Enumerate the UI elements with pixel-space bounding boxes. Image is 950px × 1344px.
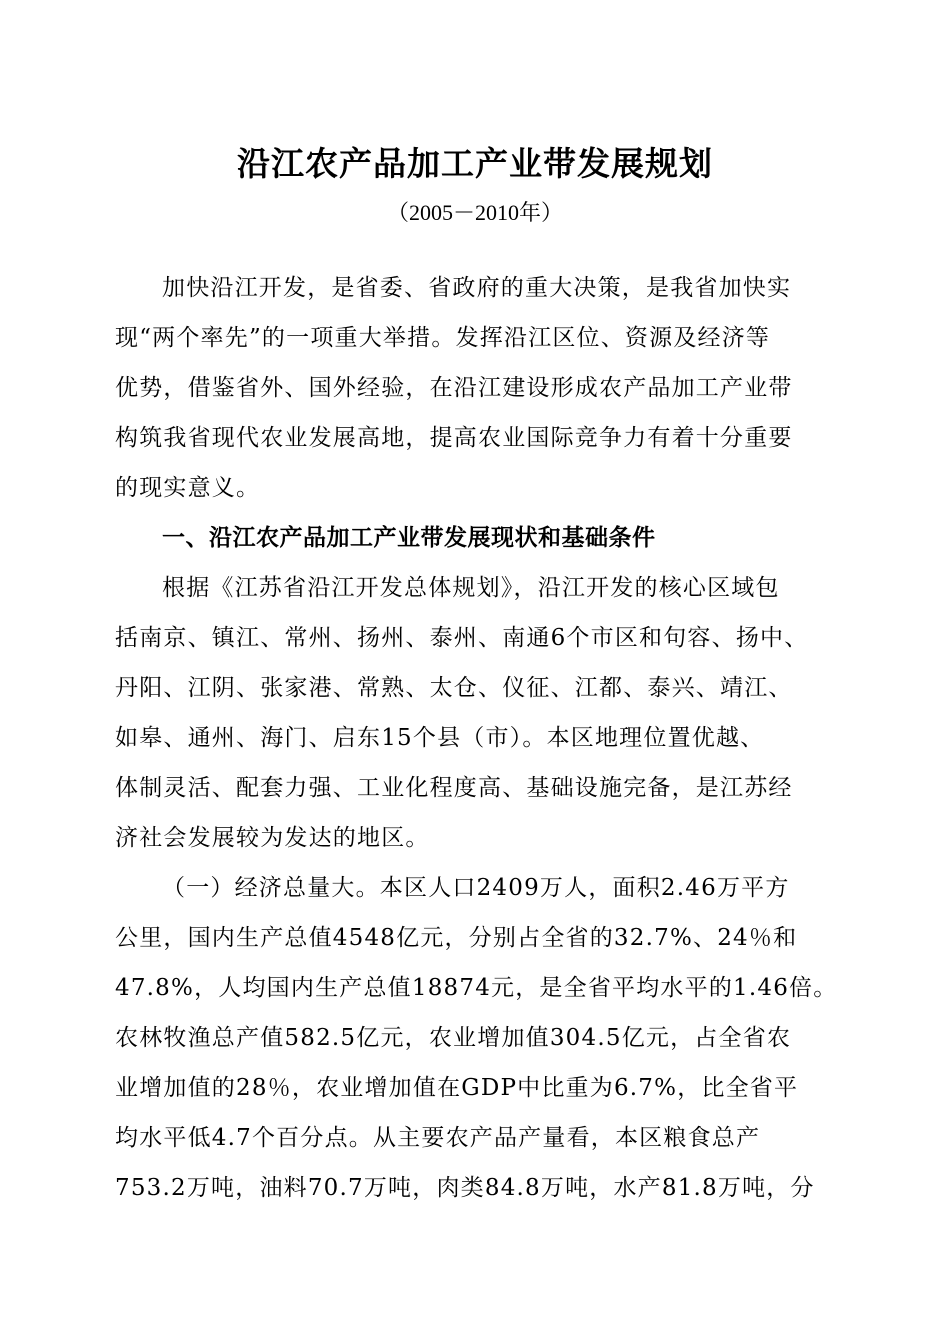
paragraph-line: 丹阳、江阴、张家港、常熟、太仓、仪征、江都、泰兴、靖江、 [115,675,793,701]
paragraph-line: 如皋、通州、海门、启东15个县（市）。本区地理位置优越、 [115,725,765,751]
paragraph-line: 公里，国内生产总值4548亿元，分别占全省的32.7%、24％和 [115,925,798,951]
paragraph-line: 构筑我省现代农业发展高地，提高农业国际竞争力有着十分重要 [115,425,793,451]
paragraph-line: 济社会发展较为发达的地区。 [115,825,430,851]
document-title: 沿江农产品加工产业带发展规划 [237,144,713,183]
paragraph-line: 括南京、镇江、常州、扬州、泰州、南通6个市区和句容、扬中、 [115,625,809,651]
paragraph-line: 753.2万吨，油料70.7万吨，肉类84.8万吨，水产81.8万吨，分 [115,1175,815,1201]
paragraph-line: 业增加值的28％，农业增加值在GDP中比重为6.7%，比全省平 [115,1075,799,1101]
paragraph-line: 农林牧渔总产值582.5亿元，农业增加值304.5亿元，占全省农 [115,1025,792,1051]
paragraph-line: 体制灵活、配套力强、工业化程度高、基础设施完备，是江苏经 [115,775,793,801]
document-subtitle: （2005－2010年） [386,200,563,225]
paragraph-line: 现“两个率先”的一项重大举措。发挥沿江区位、资源及经济等 [115,325,771,351]
paragraph-line: 根据《江苏省沿江开发总体规划》，沿江开发的核心区域包 [162,575,780,601]
paragraph-line: 均水平低4.7个百分点。从主要农产品产量看，本区粮食总产 [115,1125,761,1151]
paragraph-line: 加快沿江开发，是省委、省政府的重大决策，是我省加快实 [162,275,792,301]
paragraph-line: 47.8%，人均国内生产总值18874元，是全省平均水平的1.46倍。 [115,975,838,1001]
section-heading: 一、沿江农产品加工产业带发展现状和基础条件 [162,525,656,551]
paragraph-line: （一）经济总量大。本区人口2409万人，面积2.46万平方 [162,875,790,901]
paragraph-line: 优势，借鉴省外、国外经验，在沿江建设形成农产品加工产业带 [115,375,793,401]
paragraph-line: 的现实意义。 [115,475,261,501]
